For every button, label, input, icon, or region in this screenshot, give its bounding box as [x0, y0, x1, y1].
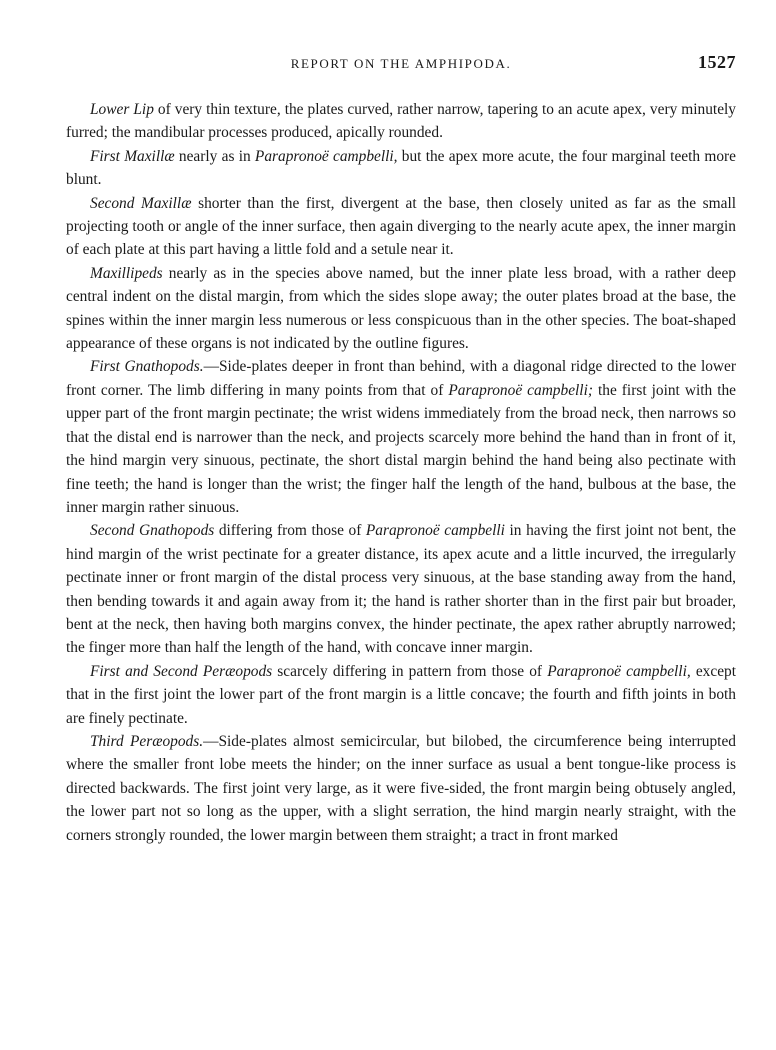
running-title: REPORT ON THE AMPHIPODA. — [290, 56, 512, 71]
species-name: Parapronoë campbelli, — [547, 662, 691, 680]
paragraph-text: shorter than the first, divergent at the base, then closely united as far as the small projecting tooth or angle of the inner surface, then again diverging to the nearly acute apex, the inner margin of each plate at this part having a little fold and a setule near it. — [66, 194, 736, 259]
paragraph-text: —Side-plates deeper in front than behind, with a diagonal ridge directed to the lower front corner. The limb differing in many points from that of — [66, 358, 736, 399]
paragraph-text: scarcely differing in pattern from those of — [272, 662, 548, 680]
species-name: Parapronoë campbelli — [365, 522, 505, 540]
paragraph-third-peraeopods — [66, 730, 736, 847]
paragraph-first-second-peraeopods — [66, 660, 736, 730]
paragraph-lead: Third Peræopods. — [90, 732, 204, 750]
paragraph-text: nearly as in the species above named, but the inner plate less broad, with a rather deep central indent on the distal margin, from which the sides slope away; the outer plates broad at the base, the spines within the inner margin less numerous or less conspicuous than in the other species. The boat-shaped appearance of these organs is not indicated by the outline figures. — [66, 264, 736, 353]
paragraph-text: of very thin texture, the plates curved, rather narrow, tapering to an acute apex, very minutely furred; the mandibular processes produced, apically rounded. — [66, 101, 736, 142]
species-name: Parapronoë campbelli, — [254, 147, 398, 165]
paragraph-second-gnathopods — [66, 519, 736, 659]
species-name: Parapronoë campbelli; — [448, 381, 593, 399]
paragraph-lead: Lower Lip — [90, 101, 154, 118]
paragraph-lead: Second Maxillæ — [90, 194, 192, 212]
paragraph-text-continued: but the apex more acute, the four marginal teeth more blunt. — [66, 147, 736, 189]
paragraph-lead: First Gnathopods. — [90, 358, 204, 376]
paragraph-text: —Side-plates almost semicircular, but bilobed, the circumference being interrupted where the smaller front lobe meets the hinder; on the inner surface as usual a bent tongue-like process is directed backwards. The first joint very large, as it were five-sided, the front margin being obtusely angled, the lower part not so long as the upper, with a slight serration, the hind margin nearly straight, with the corners strongly rounded, the lower margin between them straight; a tract in front marked — [66, 732, 736, 844]
paragraph-first-gnathopods — [66, 355, 736, 519]
paragraph-lower-lip — [66, 98, 736, 145]
paragraph-lead: Maxillipeds — [90, 264, 163, 282]
paragraph-text: nearly as in — [174, 147, 255, 165]
paragraph-text-continued: in having the first joint not bent, the hind margin of the wrist pectinate for a greater distance, its apex acute and a little incurved, the irregularly pectinate inner or front margin of the distal process very sinuous, at the base standing away from the hand, then bending towards it and again away from it; the hand is rather shorter than in the first pair but broader, bent at the neck, then having both margins convex, the hinder pectinate, the apex rather abruptly narrowed; the finger more than half the length of the hand, with concave inner margin. — [66, 522, 736, 657]
paragraph-text-continued: the first joint with the upper part of the front margin pectinate; the wrist widens immediately from the broad neck, then narrows so that the distal end is narrower than the neck, and projects scarcely more behind the hand than in front of it, the hind margin very sinuous, pectinate, the short distal margin behind the hand being also pectinate with fine teeth; the hand is longer than the wrist; the finger half the length of the hand, bulbous at the base, the inner margin rather sinuous. — [66, 381, 736, 516]
page-number: 1527 — [698, 52, 736, 72]
paragraph-first-maxillae — [66, 145, 736, 192]
paragraph-text-continued: except that in the first joint the lower part of the front margin is a little concave; the fourth and fifth joints in both are finely pectinate. — [66, 662, 737, 727]
paragraph-lead: Second Gnathopods — [90, 522, 215, 540]
paragraph-lead: First Maxillæ — [90, 147, 175, 165]
paragraph-text: differing from those of — [214, 522, 366, 540]
paragraph-second-maxillae — [66, 192, 736, 262]
running-head — [66, 52, 736, 84]
paragraph-maxillipeds — [66, 262, 736, 356]
paragraph-lead: First and Second Peræopods — [90, 662, 273, 680]
body-text — [66, 98, 736, 847]
